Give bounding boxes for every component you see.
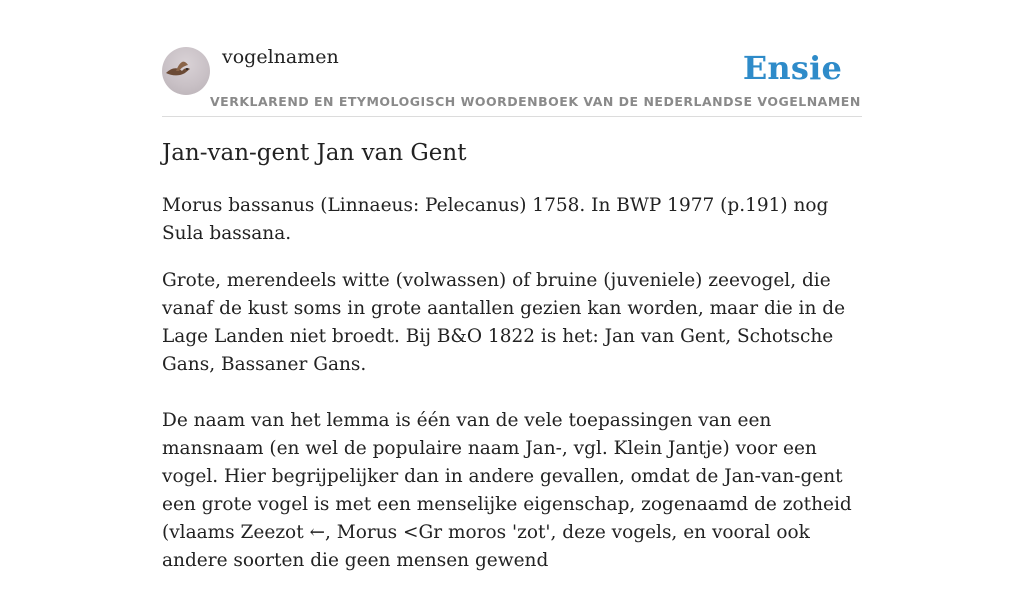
header bbox=[162, 40, 862, 117]
bird-photo-icon bbox=[162, 47, 210, 95]
paragraph: De naam van het lemma is één van de vele toepassingen van een mansnaam (en wel de populaire naam Jan-, vgl. Klein Jantje) voor een vogel. Hier begrijpelijker dan in andere gevallen, omdat de Jan-van-gent een grote vogel is met een menselijke eigenschap, zogenaamd de zotheid (vlaams Zeezot ←, Morus <Gr moros 'zot', deze vogels, en vooral ook andere soorten die geen mensen gewend bbox=[162, 410, 852, 571]
paragraph: Morus bassanus (Linnaeus: Pelecanus) 1758. In BWP 1977 (p.191) nog Sula bassana. bbox=[162, 195, 829, 244]
paragraph: Grote, merendeels witte (volwassen) of bruine (juveniele) zeevogel, die vanaf de kust soms in grote aantallen gezien kan worden, maar die in de Lage Landen niet broedt. Bij B&O 1822 is het: Jan van Gent, Schotsche Gans, Bassaner Gans. bbox=[162, 270, 846, 375]
site-name[interactable]: vogelnamen bbox=[222, 46, 339, 68]
site-subtitle: VERKLAREND EN ETYMOLOGISCH WOORDENBOEK VAN DE NEDERLANDSE VOGELNAMEN bbox=[210, 94, 861, 109]
brand-logo[interactable]: Ensie bbox=[742, 49, 842, 87]
avatar[interactable] bbox=[162, 47, 210, 95]
page-title: Jan-van-gent Jan van Gent bbox=[162, 140, 467, 166]
article-body bbox=[162, 192, 862, 594]
